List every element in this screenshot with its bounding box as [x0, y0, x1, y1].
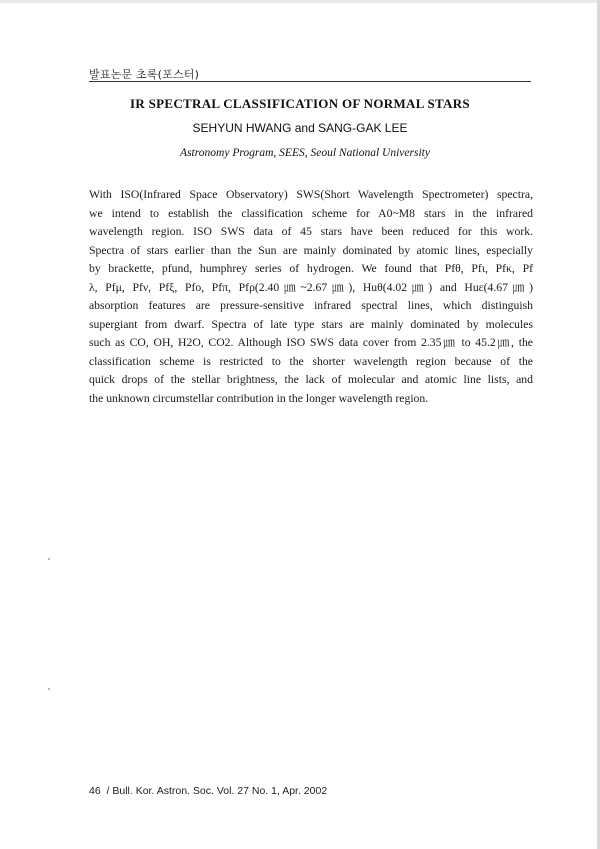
scan-mark — [48, 688, 50, 690]
page-top-edge — [0, 0, 600, 3]
section-label: 발표논문 초록(포스터) — [89, 68, 200, 81]
abstract-line: absorption features are pressure-sensitive infrared spectral lines, which distinguish — [89, 299, 533, 312]
abstract-line: Spectra of stars earlier than the Sun are mainly dominated by atomic lines, especially — [89, 243, 533, 257]
abstract-line: such as CO, OH, H2O, CO2. Although ISO SWS data cover from 2.35㎛ to 45.2㎛, the — [89, 336, 533, 349]
abstract-line: by brackette, pfund, humphrey series of hydrogen. We found that Pfθ, Pfι, Pfκ, Pf — [89, 262, 533, 275]
abstract-line: we intend to establish the classification scheme for A0~M8 stars in the infrared — [89, 206, 533, 220]
abstract-body — [89, 186, 533, 408]
page-number: 46 — [89, 785, 101, 797]
paper-title: IR SPECTRAL CLASSIFICATION OF NORMAL STARS — [130, 96, 470, 111]
journal-citation: / Bull. Kor. Astron. Soc. Vol. 27 No. 1, Apr. 2002 — [106, 785, 328, 797]
scan-mark — [48, 558, 50, 560]
page-footer — [89, 785, 327, 797]
abstract-line: With ISO(Infrared Space Observatory) SWS(Short Wavelength Spectrometer) spectra, — [89, 188, 533, 201]
abstract-line: quick drops of the stellar brightness, the lack of molecular and atomic line lists, and — [89, 373, 533, 386]
abstract-line: λ, Pfμ, Pfν, Pfξ, Pfο, Pfπ, Pfρ(2.40㎛~2.67㎛), Huθ(4.02㎛) and Huε(4.67㎛) — [89, 280, 533, 294]
paper-affiliation: Astronomy Program, SEES, Seoul National University — [180, 147, 430, 159]
section-divider — [89, 81, 531, 82]
abstract-line: wavelength region. ISO SWS data of 45 stars have been reduced for this work. — [89, 225, 533, 238]
paper-authors: SEHYUN HWANG and SANG-GAK LEE — [192, 121, 408, 135]
abstract-line: classification scheme is restricted to the shorter wavelength region because of the — [89, 354, 533, 368]
abstract-line: supergiant from dwarf. Spectra of late type stars are mainly dominated by molecules — [89, 317, 533, 331]
abstract-line: the unknown circumstellar contribution in the longer wavelength region. — [89, 391, 429, 405]
